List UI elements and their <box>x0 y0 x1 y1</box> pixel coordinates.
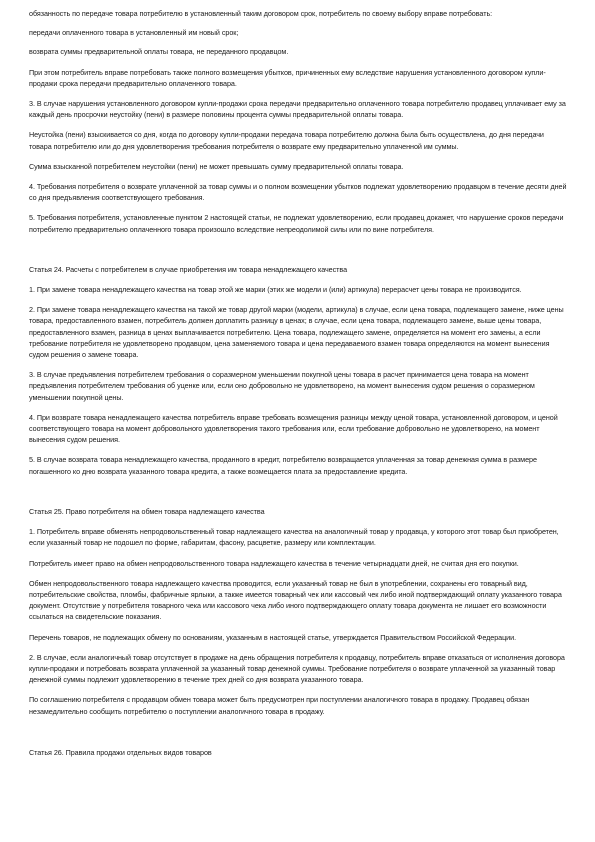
paragraph: 2. В случае, если аналогичный товар отсутствует в продаже на день обращения потребителя к продавцу, потребитель вправе отказаться от исполнения договора купли-продажи и потребовать возврата уплаченной за указанный товар денежной суммы. Требование потребителя о возврате уплаченной за указанный товар денежной суммы подлежит удовлетворению в течение трех дней со дня возврата указанного товара. <box>29 652 565 685</box>
paragraph: По соглашению потребителя с продавцом обмен товара может быть предусмотрен при поступлении аналогичного товара в продажу. Продавец обязан незамедлительно сообщить потребителю о поступлении аналогичного товара в продажу. <box>29 695 530 716</box>
article-25-heading: Статья 25. Право потребителя на обмен товара надлежащего качества <box>29 506 265 516</box>
paragraph: При этом потребитель вправе потребовать также полного возмещения убытков, причиненных ему вследствие нарушения установленного договором купли-продажи срока передачи предварительно оплаченного товара. <box>29 67 546 88</box>
paragraph: 1. При замене товара ненадлежащего качества на товар этой же марки (этих же модели и (или) артикула) перерасчет цены товара не производится. <box>29 285 522 295</box>
paragraph: 3. В случае нарушения установленного договором купли-продажи срока передачи предварительно оплаченного товара потребителю продавец уплачивает ему за каждый день просрочки неустойку (пени) в размере половины процента суммы предварительной оплаты товара. <box>29 99 566 120</box>
paragraph: Перечень товаров, не подлежащих обмену по основаниям, указанным в настоящей статье, утверждается Правительством Российской Федерации. <box>29 632 517 642</box>
paragraph: передачи оплаченного товара в установленный им новый срок; <box>29 28 239 38</box>
paragraph: Обмен непродовольственного товара надлежащего качества проводится, если указанный товар не был в употреблении, сохранены его товарный вид, потребительские свойства, пломбы, фабричные ярлыки, а также имеется товарный чек или кассовый чек либо иной подтверждающий оплату указанного товара документ. Отсутствие у потребителя товарного чека или кассового чека либо иного подтверждающего оплату товара документа не лишает его возможности ссылаться на свидетельские показания. <box>29 578 562 622</box>
paragraph: Сумма взысканной потребителем неустойки (пени) не может превышать сумму предварительной оплаты товара. <box>29 161 404 171</box>
article-26-heading: Статья 26. Правила продажи отдельных видов товаров <box>29 747 212 757</box>
paragraph: Неустойка (пени) взыскивается со дня, когда по договору купли-продажи передача товара потребителю должна была быть осуществлена, до дня передачи товара потребителю или до дня удовлетворения требования потребителя о возврате ему предварительно уплаченной им суммы. <box>29 130 544 151</box>
paragraph: 5. В случае возврата товара ненадлежащего качества, проданного в кредит, потребителю возвращается уплаченная за товар денежная сумма в размере погашенного ко дню возврата указанного товара кредита, а также возмещается плата за предоставление кредита. <box>29 455 537 476</box>
paragraph: 4. Требования потребителя о возврате уплаченной за товар суммы и о полном возмещении убытков подлежат удовлетворению продавцом в течение десяти дней со дня предъявления соответствующего требования. <box>29 182 567 203</box>
paragraph: обязанность по передаче товара потребителю в установленный таким договором срок, потребитель по своему выбору вправе потребовать: <box>29 9 493 18</box>
paragraph: 4. При возврате товара ненадлежащего качества потребитель вправе требовать возмещения разницы между ценой товара, установленной договором, и ценой соответствующего товара на момент добровольного удовлетворения такого требования или, если требование добровольно не удовлетворено, на момент вынесения судом решения. <box>29 412 558 445</box>
paragraph: 5. Требования потребителя, установленные пунктом 2 настоящей статьи, не подлежат удовлетворению, если продавец докажет, что нарушение сроков передачи потребителю предварительно оплаченного товара произошло вследствие непреодолимой силы или по вине потребителя. <box>29 213 564 234</box>
paragraph: 1. Потребитель вправе обменять непродовольственный товар надлежащего качества на аналогичный товар у продавца, у которого этот товар был приобретен, если указанный товар не подошел по форме, габаритам, фасону, расцветке, размеру или комплектации. <box>29 527 559 548</box>
paragraph: возврата суммы предварительной оплаты товара, не переданного продавцом. <box>29 47 289 57</box>
article-24-heading: Статья 24. Расчеты с потребителем в случае приобретения им товара ненадлежащего качества <box>29 264 348 274</box>
paragraph: 3. В случае предъявления потребителем требования о соразмерном уменьшении покупной цены товара в расчет принимается цена товара на момент предъявления потребителем требования об уценке или, если оно добровольно не удовлетворено, на момент вынесения судом решения о соразмерном уменьшении покупной цены. <box>29 370 535 402</box>
paragraph: Потребитель имеет право на обмен непродовольственного товара надлежащего качества в течение четырнадцати дней, не считая дня его покупки. <box>29 558 519 568</box>
paragraph: 2. При замене товара ненадлежащего качества на такой же товар другой марки (модели, артикула) в случае, если цена товара, подлежащего замене, ниже цены товара, предоставленного взамен, потребитель должен доплатить разницу в ценах; в случае, если цена товара, подлежащего замене, выше цены товара, предоставленного взамен, разница в ценах выплачивается потребителю. Цена товара, подлежащего замене, определяется на момент его замены, а если требование потребителя не удовлетворено продавцом, цена заменяемого товара и цена передаваемого взамен товара определяются на момент вынесения судом решения о замене товара. <box>29 305 564 360</box>
